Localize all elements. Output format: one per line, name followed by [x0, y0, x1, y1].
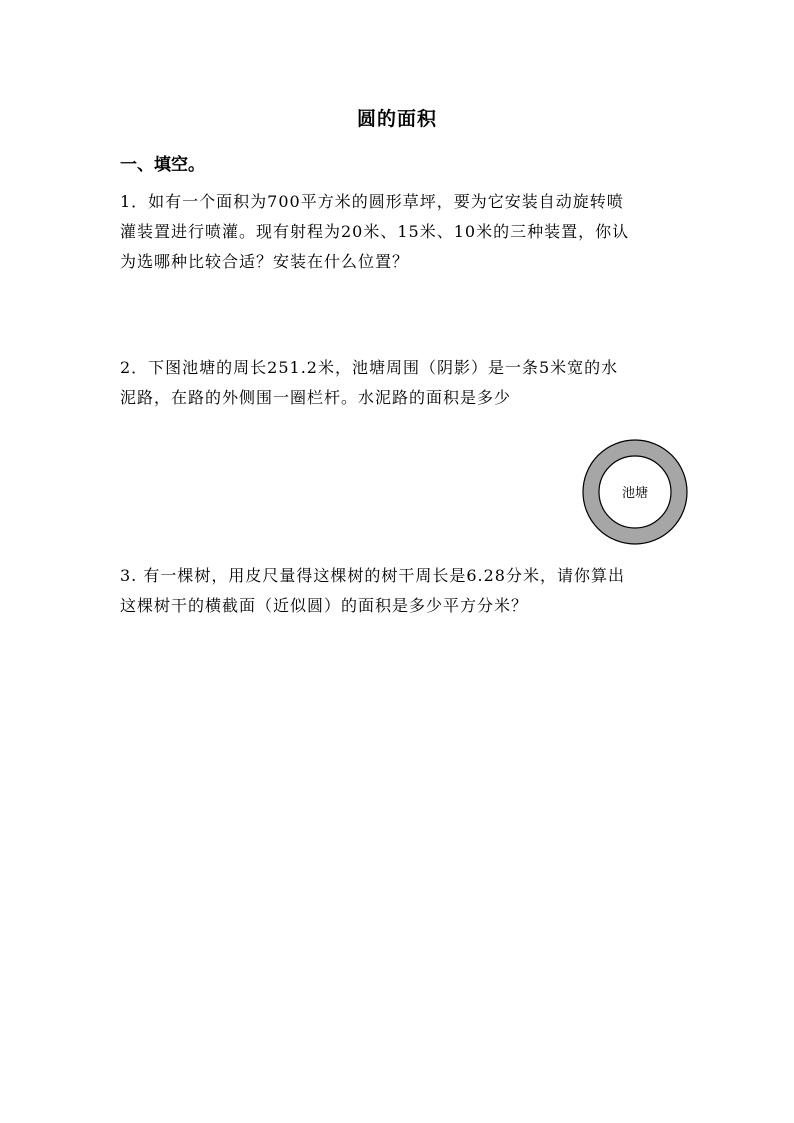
- pond-label: 池塘: [621, 486, 649, 501]
- question-1: [120, 187, 680, 277]
- question-3-line-2: 这棵树干的横截面（近似圆）的面积是多少平方分米？: [120, 596, 529, 615]
- question-2: [120, 353, 680, 413]
- question-1-line-1: 1．如有一个面积为700平方米的圆形草坪，要为它安装自动旋转喷: [120, 192, 624, 211]
- question-1-line-3: 为选哪种比较合适？安装在什么位置？: [120, 252, 410, 271]
- question-2-line-1: 2．下图池塘的周长251.2米，池塘周围（阴影）是一条5米宽的水: [120, 358, 619, 377]
- page-title: 圆的面积: [356, 108, 437, 130]
- pond-ring-figure: [581, 438, 689, 546]
- question-3-line-1: 3. 有一棵树，用皮尺量得这棵树的树干周长是6.28分米，请你算出: [120, 566, 625, 585]
- question-2-line-2: 泥路，在路的外侧围一圈栏杆。水泥路的面积是多少: [120, 388, 512, 407]
- pond-ring-svg: [581, 438, 689, 546]
- question-1-line-2: 灌装置进行喷灌。现有射程为20米、15米、10米的三种装置，你认: [120, 222, 630, 241]
- question-3: [120, 561, 680, 621]
- section-heading: 一、填空。: [120, 155, 205, 175]
